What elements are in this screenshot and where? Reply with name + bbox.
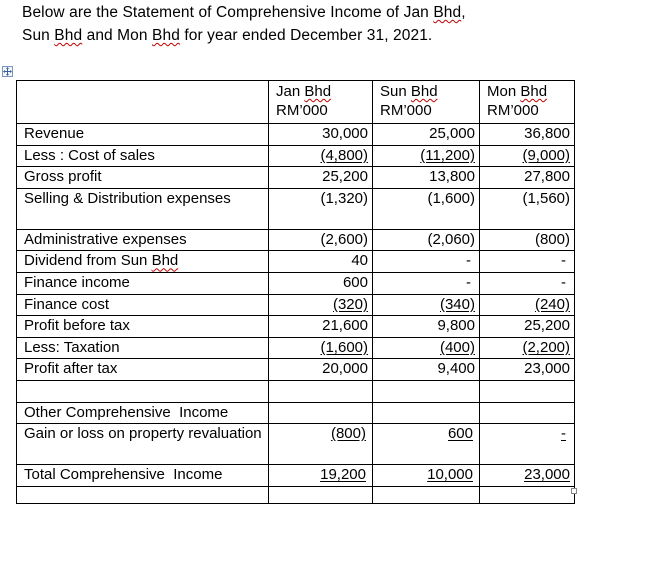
value-jan: 40 [269,251,373,273]
value-jan: 21,600 [269,316,373,338]
header-mon-bhd: Mon Bhd RM’000 [480,81,575,124]
table-header-row [17,81,575,124]
value-jan: 20,000 [269,359,373,381]
value-jan: (1,600) [269,337,373,359]
value-mon: (2,200) [480,337,575,359]
value-mon: 23,000 [480,359,575,381]
value-sun: 9,400 [373,359,480,381]
blank-cell [17,380,269,402]
row-total-comprehensive [17,465,575,487]
value-sun: (1,600) [373,188,480,229]
row-administrative [17,229,575,251]
row-oci-heading [17,402,575,424]
row-label: Less : Cost of sales [17,145,269,167]
row-profit-after-tax [17,359,575,381]
value-sun: - [373,251,480,273]
row-dividend [17,251,575,273]
spellcheck-word: Bhd [54,27,83,44]
value-sun: 13,800 [373,167,480,189]
row-label: Gain or loss on property revaluation [17,424,269,465]
row-selling-distribution [17,188,575,229]
header-label-cell [17,81,269,124]
value-jan: (320) [269,294,373,316]
value-jan: 600 [269,272,373,294]
row-gross-profit [17,167,575,189]
value-sun: 600 [373,424,480,465]
row-blank-final [17,486,575,503]
income-statement-table [16,80,575,504]
spellcheck-word: Bhd [152,27,180,44]
row-label: Revenue [17,124,269,146]
header-sun-bhd: Sun Bhd RM’000 [373,81,480,124]
row-label: Total Comprehensive Income [17,465,269,487]
intro-text: Below are the Statement of Comprehensive Income of Jan [22,4,434,21]
value-sun: (400) [373,337,480,359]
value-mon: - [480,251,575,273]
row-finance-income [17,272,575,294]
table-move-handle-icon[interactable] [2,66,13,77]
value-jan: 30,000 [269,124,373,146]
spellcheck-word: Bhd [433,4,462,21]
blank-cell [480,486,575,503]
blank-cell [480,380,575,402]
header-jan-bhd: Jan Bhd RM’000 [269,81,373,124]
value-jan: 25,200 [269,167,373,189]
row-label: Profit after tax [17,359,269,381]
value-mon: (1,560) [480,188,575,229]
intro-text: , [461,4,466,21]
value-mon: 25,200 [480,316,575,338]
intro-line-2 [22,24,642,47]
blank-cell [480,402,575,424]
row-revenue [17,124,575,146]
row-label: Dividend from Sun Bhd [17,251,269,273]
intro-text: and Mon [82,27,153,44]
value-sun: (11,200) [373,145,480,167]
row-revaluation [17,424,575,465]
value-mon: (240) [480,294,575,316]
value-sun: 9,800 [373,316,480,338]
blank-cell [269,380,373,402]
value-sun: (2,060) [373,229,480,251]
value-mon: (800) [480,229,575,251]
value-mon: 36,800 [480,124,575,146]
value-sun: 10,000 [373,465,480,487]
intro-text: for year ended December 31, 2021. [179,27,433,44]
value-jan: (800) [269,424,373,465]
intro-text: Sun [22,27,55,44]
value-mon: - [480,272,575,294]
row-label: Less: Taxation [17,337,269,359]
row-label: Gross profit [17,167,269,189]
blank-cell [373,380,480,402]
value-mon: 23,000 [480,465,575,487]
blank-cell [269,486,373,503]
row-label: Selling & Distribution expenses [17,188,269,229]
row-label: Finance income [17,272,269,294]
value-jan: (1,320) [269,188,373,229]
value-mon: - [480,424,575,465]
row-taxation [17,337,575,359]
blank-cell [373,402,480,424]
value-sun: 25,000 [373,124,480,146]
value-sun: - [373,272,480,294]
value-jan: (2,600) [269,229,373,251]
table-resize-handle-icon[interactable] [571,488,577,494]
row-blank [17,380,575,402]
row-label: Finance cost [17,294,269,316]
value-jan: (4,800) [269,145,373,167]
blank-cell [17,486,269,503]
value-mon: (9,000) [480,145,575,167]
row-label: Administrative expenses [17,229,269,251]
value-jan: 19,200 [269,465,373,487]
intro-line-1 [22,1,642,24]
value-sun: (340) [373,294,480,316]
row-finance-cost [17,294,575,316]
intro-paragraph [22,1,642,47]
row-label: Profit before tax [17,316,269,338]
row-label: Other Comprehensive Income [17,402,269,424]
blank-cell [373,486,480,503]
row-cost-of-sales [17,145,575,167]
value-mon: 27,800 [480,167,575,189]
blank-cell [269,402,373,424]
row-profit-before-tax [17,316,575,338]
